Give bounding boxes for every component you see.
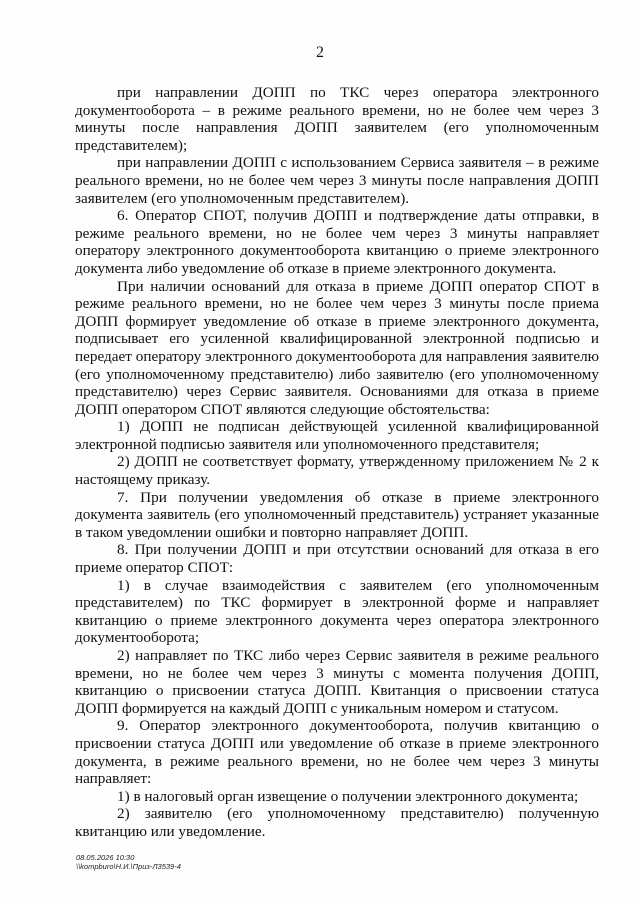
paragraph: 6. Оператор СПОТ, получив ДОПП и подтверждение даты отправки, в режиме реального времени, но не более чем через 3 минуты направляет оператору электронного документооборота квитанцию о приеме электронного документа либо уведомление об отказе в приеме электронного документа.: [75, 207, 599, 277]
list-item: 1) в налоговый орган извещение о получении электронного документа;: [117, 787, 579, 805]
paragraph: при направлении ДОПП с использованием Сервиса заявителя – в режиме реального времени, но не более чем через 3 минуты после направления ДОПП заявителем (его уполномоченным представителем).: [75, 154, 599, 207]
list-item: 1) в случае взаимодействия с заявителем (его уполномоченным представителем) по ТКС формирует в электронной форме и направляет квитанцию о приеме электронного документа через оператора электронного документооборота;: [75, 576, 599, 647]
list-item: 2) заявителю (его уполномоченному представителю) полученную квитанцию или уведомление.: [75, 805, 599, 840]
paragraph: 7. При получении уведомления об отказе в приеме электронного документа заявитель (его уполномоченный представитель) устраняет указанные в таком уведомлении ошибки и повторно направляет ДОПП.: [75, 488, 599, 541]
footer-stamp: [76, 853, 181, 871]
paragraph: 8. При получении ДОПП и при отсутствии оснований для отказа в его приеме оператор СПОТ:: [75, 541, 599, 577]
list-item: 1) ДОПП не подписан действующей усиленной квалифицированной электронной подписью заявителя или уполномоченного представителя;: [75, 418, 599, 453]
paragraph: при направлении ДОПП по ТКС через оператора электронного документооборота – в режиме реального времени, но не более чем через 3 минуты после направления ДОПП заявителем (его уполномоченным представителем);: [75, 84, 599, 154]
list-item: 2) направляет по ТКС либо через Сервис заявителя в режиме реального времени, но не более чем через 3 минуты с момента получения ДОПП, квитанцию о присвоении статуса ДОПП. Квитанция о присвоении статуса ДОПП формируется на каждый ДОПП с уникальным номером и статусом.: [75, 647, 599, 717]
page-number: 2: [316, 44, 324, 61]
footer-date: 08.05.2026 10:30: [76, 853, 135, 862]
document-body: [75, 84, 599, 841]
paragraph: При наличии оснований для отказа в приеме ДОПП оператор СПОТ в режиме реального времени, но не более чем через 3 минуты после приема ДОПП формирует уведомление об отказе в приеме электронного документа, подписывает его усиленной квалифицированной электронной подписью и передает оператору электронного документооборота для направления заявителю (его уполномоченному представителю) либо заявителю (его уполномоченному представителю) через Сервис заявителя. Основаниями для отказа в приеме ДОПП оператором СПОТ являются следующие обстоятельства:: [75, 277, 599, 418]
paragraph: 9. Оператор электронного документооборота, получив квитанцию о присвоении статуса ДОПП или уведомление об отказе в приеме электронного документа, в режиме реального времени, но не более чем через 3 минуты направляет:: [75, 717, 599, 788]
footer-path: \\kompburo\Н.И.\Приз-Л3539-4: [76, 862, 181, 871]
list-item: 2) ДОПП не соответствует формату, утвержденному приложением № 2 к настоящему приказу.: [75, 453, 599, 489]
